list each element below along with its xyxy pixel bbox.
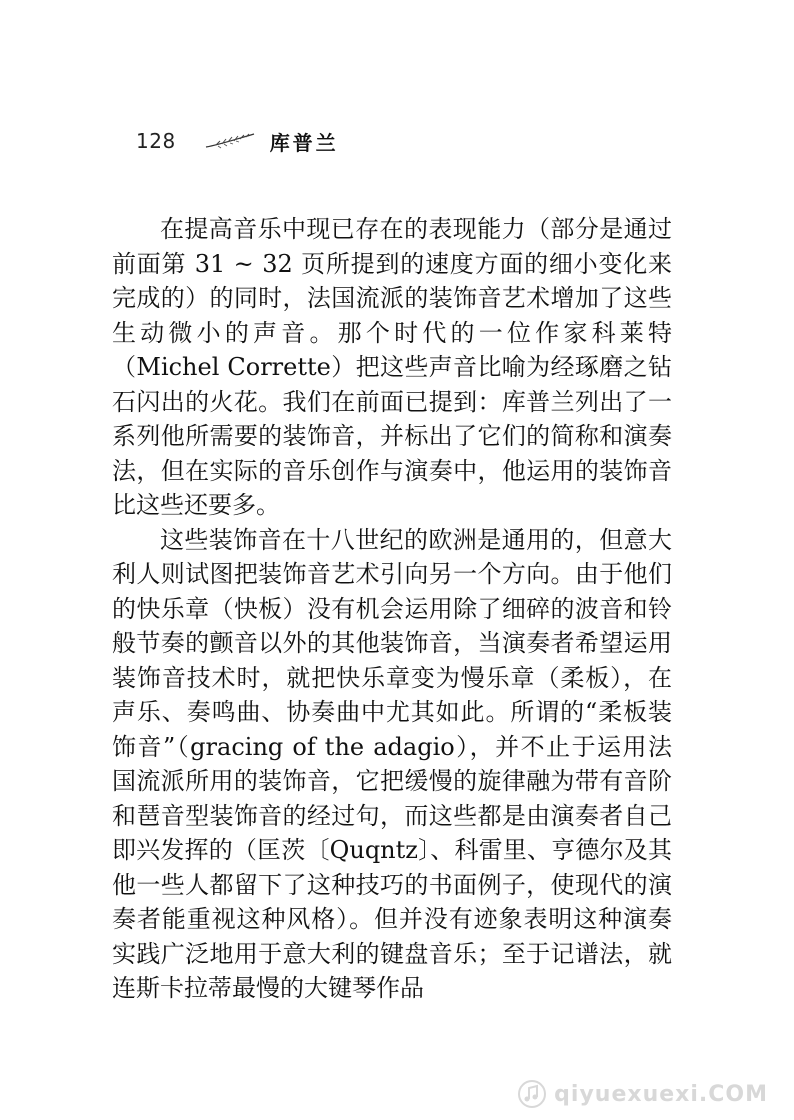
- watermark-text: qiyuexuexi.COM: [554, 1081, 768, 1107]
- running-title: 库普兰: [269, 130, 339, 155]
- music-note-icon: [518, 1080, 546, 1108]
- feather-quill-icon: [204, 132, 256, 150]
- paragraph-1: 在提高音乐中现已存在的表现能力（部分是通过前面第 31 ~ 32 页所提到的速度方面的细小变化来完成的）的同时，法国流派的装饰音艺术增加了这些生动微小的声音。那个时代的一位作家科莱特（Michel Corrette）把这些声音比喻为经琢磨之钻石闪出的火花。我们在前面已提到：库普兰列出了一系列他所需要的装饰音，并标出了它们的简称和演奏法，但在实际的音乐创作与演奏中，他运用的装饰音比这些还要多。: [112, 215, 672, 519]
- paragraph-2: 这些装饰音在十八世纪的欧洲是通用的，但意大利人则试图把装饰音艺术引向另一个方向。由于他们的快乐章（快板）没有机会运用除了细碎的波音和铃般节奏的颤音以外的其他装饰音，当演奏者希望运用装饰音技术时，就把快乐章变为慢乐章（柔板），在声乐、奏鸣曲、协奏曲中尤其如此。所谓的“柔板装饰音”（gracing of the adagio），并不止于运用法国流派所用的装饰音，它把缓慢的旋律融为带有音阶和琶音型装饰音的经过句，而这些都是由演奏者自己即兴发挥的（匡茨〔Quqntz〕、科雷里、亨德尔及其他一些人都留下了这种技巧的书面例子，使现代的演奏者能重视这种风格）。但并没有迹象表明这种演奏实践广泛地用于意大利的键盘音乐；至于记谱法，就连斯卡拉蒂最慢的大键琴作品: [112, 525, 672, 1002]
- page-number: 128: [136, 129, 176, 153]
- body-text: [112, 212, 672, 1006]
- site-watermark: [518, 1080, 768, 1108]
- page-header: [136, 124, 339, 158]
